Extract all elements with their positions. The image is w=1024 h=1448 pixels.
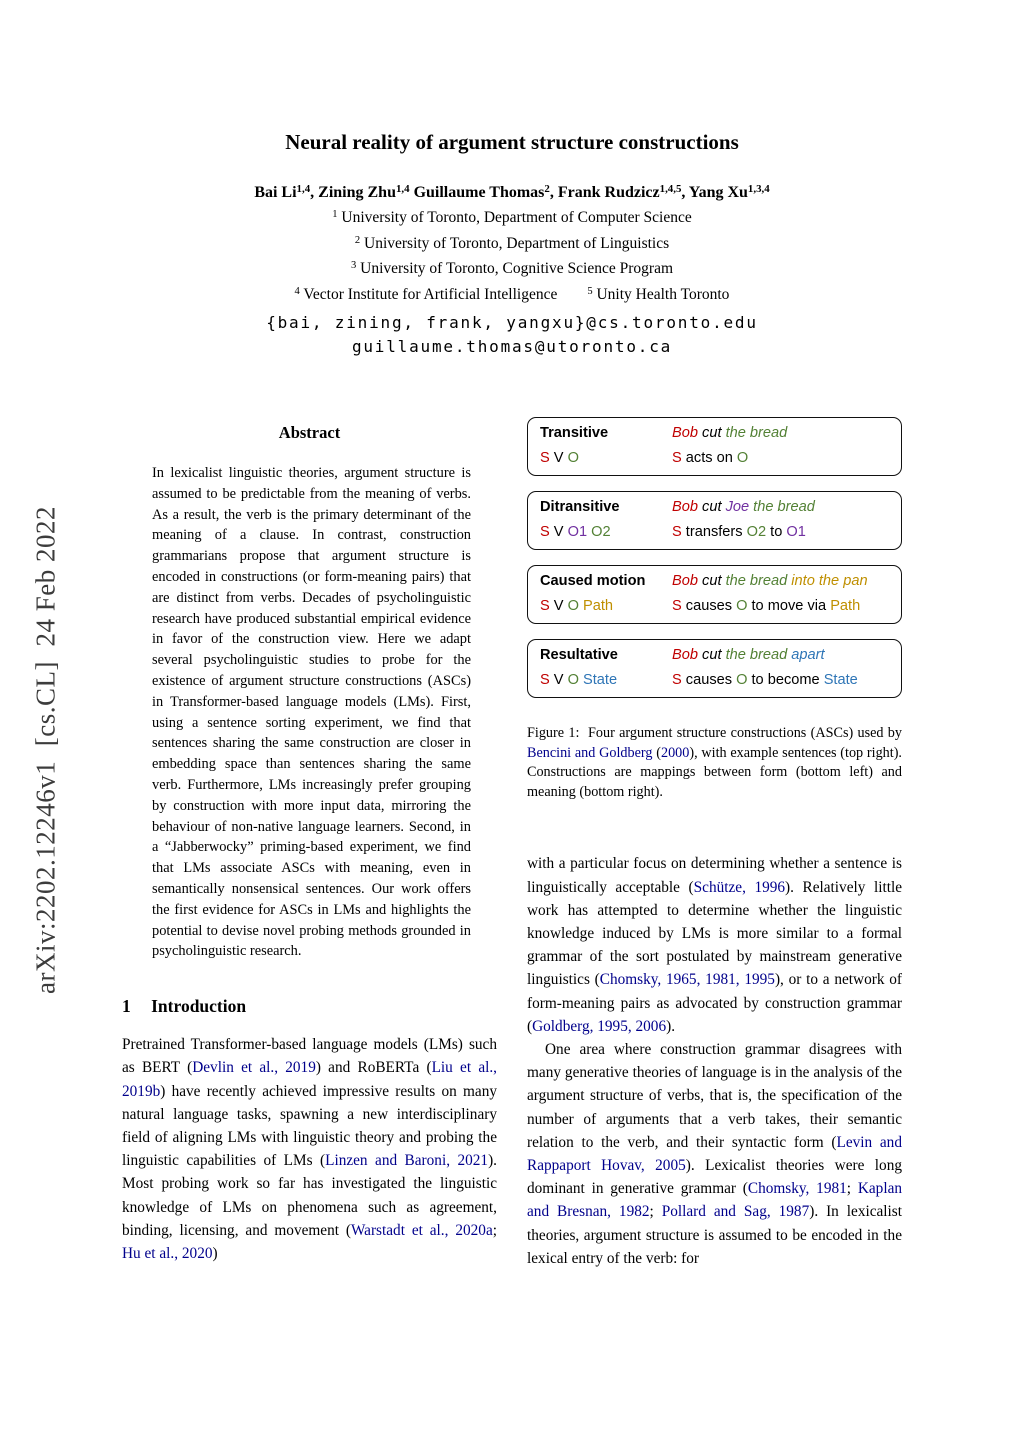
emails-block <box>0 311 1024 359</box>
section-title: Introduction <box>151 996 247 1017</box>
asc-example-sentence: Bob cut Joe the bread <box>672 499 815 515</box>
body-paragraph: One area where construction grammar disagrees with many generative theories of language is in the analysis of the argument structure of verbs, that is, the specification of the number of arguments that a verb takes, their semantic relation to the verb, and their syntactic form (Levin and Rappaport Hovav, 2005). Lexicalist theories were long dominant in generative grammar (Chomsky, 1981; Kaplan and Bresnan, 1982; Pollard and Sag, 1987). In lexicalist theories, argument structure is assumed to be encoded in the lexical entry of the verb: for <box>527 1041 903 1267</box>
citation-link[interactable]: Levin and Rappaport Hovav, 2005 <box>527 1133 902 1175</box>
citation-link[interactable]: Schütze, 1996 <box>693 878 786 896</box>
figure-1 <box>527 417 902 802</box>
affiliation-line-4: $^4$ Vector Institute for Artificial Intelligence $^5$ Unity Health Toronto <box>294 285 730 303</box>
citation-link[interactable]: Chomsky, 1965, 1981, 1995 <box>599 971 775 989</box>
citation-link[interactable]: Liu et al., 2019b <box>122 1059 498 1100</box>
section-heading-introduction <box>122 996 497 1017</box>
citation-link[interactable]: Linzen and Baroni, 2021 <box>325 1152 489 1170</box>
affiliations <box>0 206 1024 308</box>
asc-box-grid <box>540 572 889 616</box>
asc-example-sentence: Bob cut the bread <box>672 425 788 441</box>
citation-link[interactable]: Chomsky, 1981 <box>747 1180 847 1198</box>
asc-box-resultative <box>527 639 902 698</box>
arxiv-watermark: arXiv:2202.12246v1 [cs.CL] 24 Feb 2022 <box>30 506 61 994</box>
asc-meaning-pattern: S transfers O2 to O1 <box>672 524 806 540</box>
asc-construction-name: Transitive <box>540 425 609 441</box>
citation-link[interactable]: 2000 <box>660 744 690 761</box>
citation-link[interactable]: Devlin et al., 2019 <box>192 1059 316 1077</box>
abstract-text: In lexicalist linguistic theories, argument structure is assumed to be predictable from the meaning of verbs. As a result, the verb is the primary determinant of the meaning of a clause. In contrast, construction grammarians propose that argument structure is encoded in constructions (or form-meaning pairs) that are distinct from verbs. Decades of psycholinguistic research have produced substantial empirical evidence in favor of the construction view. Here we adapt several psycholinguistic studies to probe for the existence of argument structure constructions (ASCs) in Transformer-based language models (LMs). First, using a sentence sorting experiment, we find that sentences sharing the same construction are closer in embedding space than sentences sharing the same verb. Furthermore, LMs increasingly prefer grouping by construction with more input data, mirroring the behaviour of non-native language learners. Second, in a “Jabberwocky” priming-based experiment, we find that LMs associate ASCs with meaning, even in semantically nonsensical sentences. Our work offers the first evidence for ASCs in LMs and highlights the potential to devise novel probing methods grounded in psycholinguistic research. <box>152 465 471 960</box>
asc-example-sentence: Bob cut the bread apart <box>672 647 825 663</box>
asc-meaning-pattern: S causes O to move via Path <box>672 598 861 614</box>
affiliation-line-3: $^3$ University of Toronto, Cognitive Science Program <box>350 260 674 277</box>
right-column <box>527 417 902 1270</box>
asc-meaning-pattern: S acts on O <box>672 450 749 466</box>
asc-box-transitive <box>527 417 902 476</box>
affiliation-line-2: $^2$ University of Toronto, Department of Linguistics <box>354 234 670 252</box>
citation-link[interactable]: Kaplan and Bresnan, 1982 <box>527 1180 903 1221</box>
asc-box-caused-motion <box>527 565 902 624</box>
affiliation-line-1: $^1$ University of Toronto, Department of Computer Science <box>332 209 692 226</box>
asc-box-grid <box>540 424 889 468</box>
asc-form-pattern: S V O Path <box>540 598 614 614</box>
paper-title: Neural reality of argument structure constructions <box>285 130 739 154</box>
figure-caption: Figure 1: Four argument structure constructions (ASCs) used by Bencini and Goldberg (2000), with example sentences (top right). Constructions are mappings between form (bottom left) and meaning (bottom right). <box>527 725 902 800</box>
authors-line: Bai Li$^{1,4}$, Zining Zhu$^{1,4}$ Guillaume Thomas$^2$, Frank Rudzicz$^{1,4,5}$, Yang Xu$^{1,3,4}$ <box>254 183 770 201</box>
section-number: 1 <box>122 996 131 1017</box>
asc-box-grid <box>540 646 889 690</box>
asc-box-grid <box>540 498 889 542</box>
asc-construction-name: Ditransitive <box>540 499 620 515</box>
body-paragraph: with a particular focus on determining whether a sentence is linguistically acceptable (Schütze, 1996). Relatively little work has attempted to determine whether the linguistic knowledge induced by LMs is more similar to a formal grammar of the sort postulated by mainstream generative linguistics (Chomsky, 1965, 1981, 1995), or to a network of form-meaning pairs as advocated by construction grammar (Goldberg, 1995, 2006). <box>527 855 902 1035</box>
asc-box-ditransitive <box>527 491 902 550</box>
left-column <box>122 417 497 1270</box>
asc-meaning-pattern: S causes O to become State <box>672 672 858 688</box>
citation-link[interactable]: Goldberg, 1995, 2006 <box>532 1017 667 1035</box>
intro-paragraph: Pretrained Transformer-based language models (LMs) such as BERT (Devlin et al., 2019) and RoBERTa (Liu et al., 2019b) have recently achieved impressive results on many natural language tasks, spawning a new interdisciplinary field of aligning LMs with linguistic theory and probing the linguistic capabilities of LMs (Linzen and Baroni, 2021). Most probing work so far has investigated the linguistic knowledge of LMs on phenomena such as agreement, binding, licensing, and movement (Warstadt et al., 2020a; Hu et al., 2020) <box>122 1036 498 1262</box>
asc-form-pattern: S V O State <box>540 672 618 688</box>
paper-header <box>0 0 1024 359</box>
asc-construction-name: Caused motion <box>540 573 646 589</box>
asc-form-pattern: S V O1 O2 <box>540 524 611 540</box>
asc-construction-name: Resultative <box>540 647 618 663</box>
email-line-2: guillaume.thomas@utoronto.ca <box>351 337 673 356</box>
abstract-heading: Abstract <box>278 423 341 442</box>
asc-form-pattern: S V O <box>540 450 579 466</box>
citation-link[interactable]: Warstadt et al., 2020a <box>350 1221 493 1239</box>
two-column-body <box>122 417 902 1270</box>
email-line-1: {bai, zining, frank, yangxu}@cs.toronto.edu <box>266 313 758 332</box>
asc-example-sentence: Bob cut the bread into the pan <box>672 573 868 589</box>
citation-link[interactable]: Hu et al., 2020 <box>122 1244 213 1262</box>
citation-link[interactable]: Pollard and Sag, 1987 <box>661 1203 810 1221</box>
citation-link[interactable]: Bencini and Goldberg <box>527 744 653 761</box>
